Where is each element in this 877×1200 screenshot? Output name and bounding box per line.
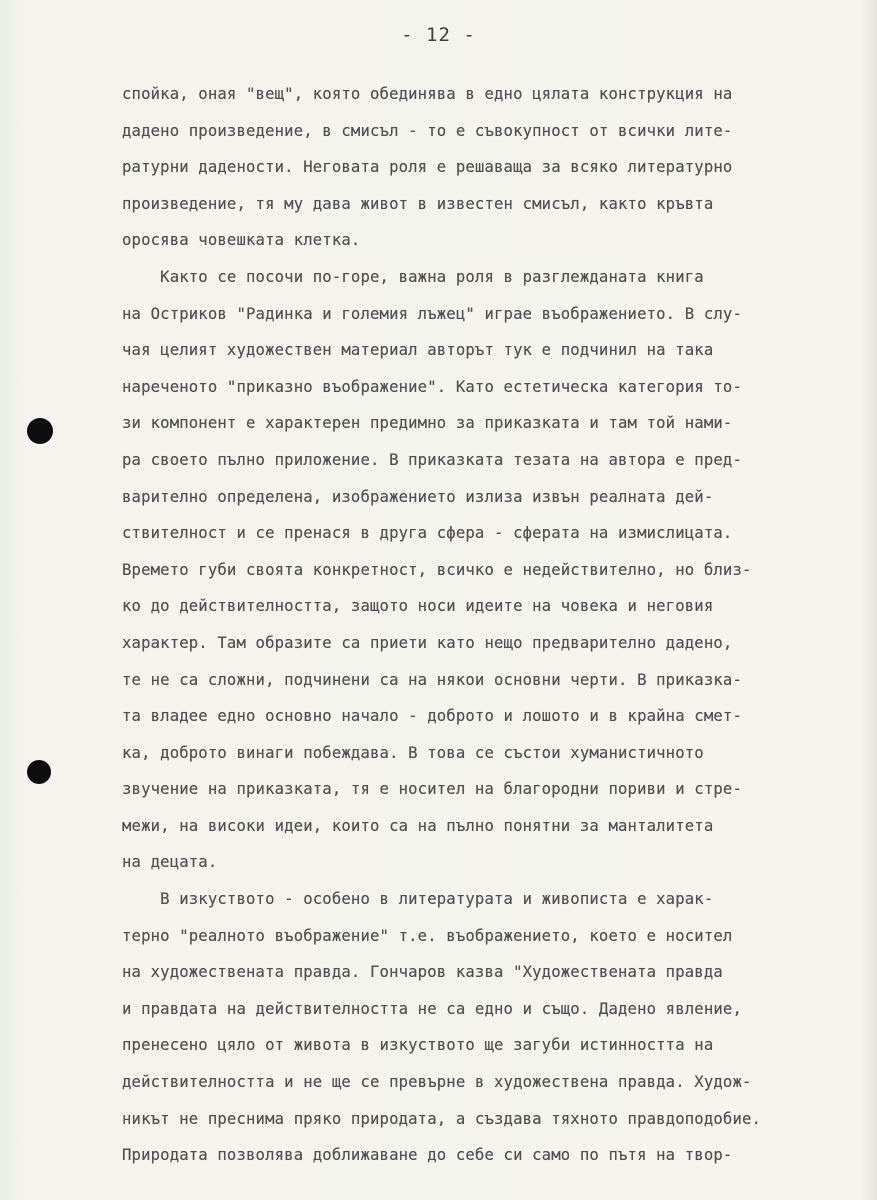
text-line: В изкуството - особено в литературата и живописта е харак- — [122, 890, 714, 909]
text-line: зи компонент е характерен предимно за приказката и там той нами- — [122, 414, 733, 433]
text-line: ко до действителността, защото носи идеите на човека и неговия — [122, 597, 714, 616]
text-line: чая целият художествен материал авторът тук е подчинил на така — [122, 341, 714, 360]
text-line: и правдата на действителността не са едно и също. Дадено явление, — [122, 999, 742, 1018]
text-line: межи, на високи идеи, които са на пълно понятни за манталитета — [122, 816, 714, 835]
text-line: Както се посочи по-горе, важна роля в разглежданата книга — [122, 267, 704, 286]
text-line: Природата позволява доближаване до себе си само по пътя на твор- — [122, 1146, 733, 1165]
text-line: те не са сложни, подчинени са на някои основни черти. В приказка- — [122, 670, 742, 689]
text-line: та владее едно основно начало - доброто и лошото и в крайна смет- — [122, 707, 742, 726]
text-line: произведение, тя му дава живот в известен смисъл, както кръвта — [122, 194, 714, 213]
text-line: ка, доброто винаги побеждава. В това се състои хуманистичното — [122, 743, 704, 762]
text-line: на Остриков "Радинка и големия лъжец" играе въображението. В слу- — [122, 304, 742, 323]
text-line: ра своето пълно приложение. В приказката тезата на автора е пред- — [122, 450, 742, 469]
text-line: дадено произведение, в смисъл - то е съвокупност от всички лите- — [122, 121, 733, 140]
body-text — [122, 76, 872, 1174]
text-line: действителността и не ще се превърне в художествена правда. Худож- — [122, 1073, 752, 1092]
text-line: характер. Там образите са приети като нещо предварително дадено, — [122, 633, 733, 652]
text-line: на децата. — [122, 853, 218, 872]
page-number: - 12 - — [401, 24, 476, 46]
text-line: ратурни дадености. Неговата роля е решаваща за всяко литературно — [122, 158, 733, 177]
text-line: нареченото "приказно въображение". Като естетическа категория то- — [122, 377, 742, 396]
text-line: спойка, оная "вещ", която обединява в едно цялата конструкция на — [122, 85, 733, 103]
punch-hole — [27, 760, 51, 784]
text-line: ствителност и се пренася в друга сфера - сферата на измислицата. — [122, 524, 733, 543]
text-line: варително определена, изображението излиза извън реалната дей- — [122, 487, 714, 506]
text-line: никът не преснима пряко природата, а създава тяхното правдоподобие. — [122, 1109, 762, 1128]
punch-hole — [27, 418, 53, 444]
text-line: терно "реалното въображение" т.е. въображението, което е носител — [122, 926, 733, 945]
text-line: оросява човешката клетка. — [122, 231, 361, 250]
text-line: на художествената правда. Гончаров казва "Художествената правда — [122, 963, 723, 982]
text-line: Времето губи своята конкретност, всичко е недействително, но близ- — [122, 560, 752, 579]
text-line: пренесено цяло от живота в изкуството ще загуби истинността на — [122, 1036, 714, 1055]
text-line: звучение на приказката, тя е носител на благородни пориви и стре- — [122, 780, 742, 799]
